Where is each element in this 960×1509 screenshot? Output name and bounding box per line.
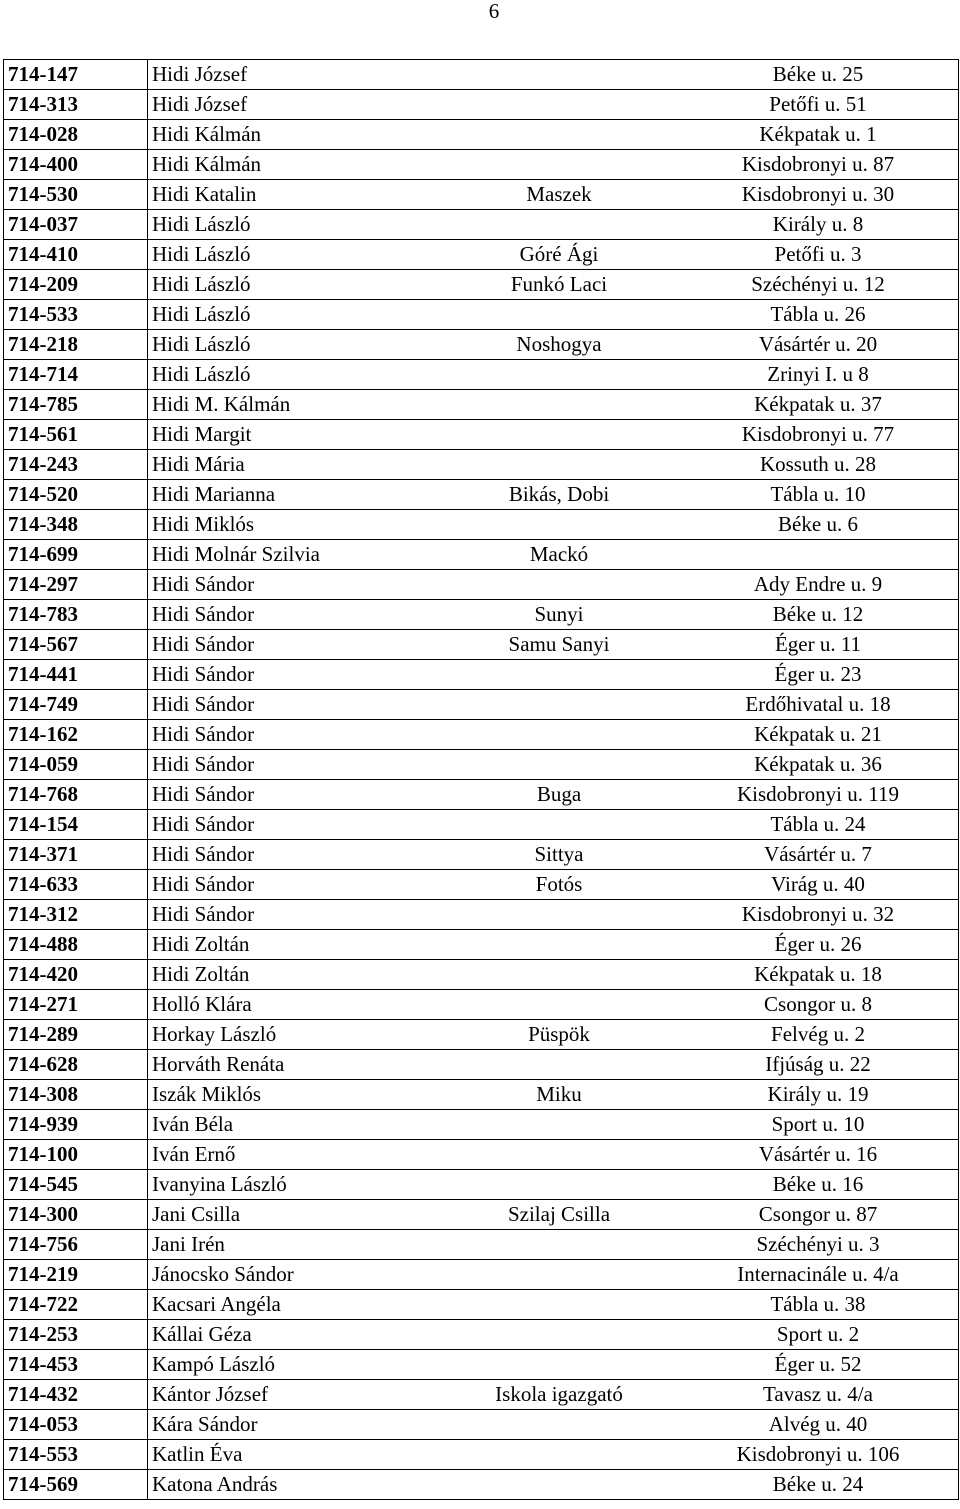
subscriber-nickname: Szilaj Csilla <box>507 1202 611 1226</box>
subscriber-address: Csongor u. 8 <box>764 992 872 1016</box>
entry-cell <box>148 60 959 90</box>
subscriber-name: Kántor József <box>152 1382 269 1406</box>
subscriber-address: Béke u. 16 <box>772 1172 864 1196</box>
phone-number-cell: 714-420 <box>4 960 148 990</box>
subscriber-address: Petőfi u. 3 <box>774 242 862 266</box>
phone-number-cell: 714-569 <box>4 1470 148 1500</box>
subscriber-address: Éger u. 26 <box>774 932 862 956</box>
subscriber-name: Hidi Sándor <box>152 572 255 596</box>
phone-number-cell: 714-300 <box>4 1200 148 1230</box>
phone-number-cell: 714-100 <box>4 1140 148 1170</box>
phone-number-cell: 714-714 <box>4 360 148 390</box>
entry-cell <box>148 210 959 240</box>
subscriber-nickname: Funkó Laci <box>510 272 608 296</box>
entry-cell <box>148 120 959 150</box>
table-row <box>4 1380 959 1410</box>
entry-cell <box>148 150 959 180</box>
table-row <box>4 480 959 510</box>
subscriber-name: Horváth Renáta <box>152 1052 285 1076</box>
subscriber-name: Ivanyina László <box>152 1172 287 1196</box>
table-row <box>4 930 959 960</box>
subscriber-address: Virág u. 40 <box>771 872 865 896</box>
table-row <box>4 1230 959 1260</box>
subscriber-name: Hidi László <box>152 242 251 266</box>
subscriber-name: Hidi M. Kálmán <box>152 392 291 416</box>
entry-cell <box>148 1080 959 1110</box>
subscriber-address: Tábla u. 38 <box>770 1292 866 1316</box>
phone-number-cell: 714-628 <box>4 1050 148 1080</box>
subscriber-name: Hidi Mária <box>152 452 245 476</box>
phone-number-cell: 714-271 <box>4 990 148 1020</box>
subscriber-nickname: Iskola igazgató <box>495 1382 623 1406</box>
subscriber-name: Hidi Kálmán <box>152 152 262 176</box>
table-row <box>4 330 959 360</box>
table-row <box>4 1260 959 1290</box>
table-row <box>4 540 959 570</box>
table-row <box>4 810 959 840</box>
subscriber-name: Hidi Marianna <box>152 482 276 506</box>
phone-number-cell: 714-308 <box>4 1080 148 1110</box>
subscriber-name: Hidi Margit <box>152 422 252 446</box>
subscriber-name: Hidi Sándor <box>152 812 255 836</box>
table-row <box>4 570 959 600</box>
table-row <box>4 1470 959 1500</box>
subscriber-name: Hidi Katalin <box>152 182 257 206</box>
phone-number-cell: 714-289 <box>4 1020 148 1050</box>
subscriber-name: Jánocsko Sándor <box>152 1262 294 1286</box>
subscriber-name: Jani Irén <box>152 1232 225 1256</box>
table-row <box>4 1170 959 1200</box>
table-row <box>4 870 959 900</box>
subscriber-name: Hidi Sándor <box>152 692 255 716</box>
subscriber-address: Kékpatak u. 1 <box>759 122 877 146</box>
subscriber-name: Hidi Sándor <box>152 782 255 806</box>
table-row <box>4 1410 959 1440</box>
phone-number-cell: 714-530 <box>4 180 148 210</box>
subscriber-address: Éger u. 52 <box>774 1352 862 1376</box>
entry-cell <box>148 540 959 570</box>
phone-number-cell: 714-768 <box>4 780 148 810</box>
table-row <box>4 420 959 450</box>
subscriber-address: Kisdobronyi u. 77 <box>741 422 895 446</box>
entry-cell <box>148 600 959 630</box>
phone-number-cell: 714-633 <box>4 870 148 900</box>
entry-cell <box>148 1230 959 1260</box>
subscriber-name: Hidi Sándor <box>152 632 255 656</box>
table-row <box>4 1440 959 1470</box>
subscriber-nickname: Fotós <box>535 872 583 896</box>
phone-number-cell: 714-441 <box>4 660 148 690</box>
phone-number-cell: 714-545 <box>4 1170 148 1200</box>
phone-number-cell: 714-348 <box>4 510 148 540</box>
subscriber-nickname: Sittya <box>534 842 584 866</box>
subscriber-nickname: Buga <box>536 782 582 806</box>
subscriber-address: Király u. 8 <box>772 212 864 236</box>
entry-cell <box>148 1260 959 1290</box>
subscriber-name: Hidi Sándor <box>152 842 255 866</box>
table-row <box>4 990 959 1020</box>
entry-cell <box>148 300 959 330</box>
subscriber-address: Zrinyi I. u 8 <box>767 362 869 386</box>
subscriber-name: Jani Csilla <box>152 1202 241 1226</box>
entry-cell <box>148 780 959 810</box>
table-row <box>4 60 959 90</box>
entry-cell <box>148 870 959 900</box>
subscriber-address: Ifjúság u. 22 <box>765 1052 871 1076</box>
subscriber-name: Hidi Miklós <box>152 512 255 536</box>
subscriber-name: Hidi László <box>152 302 251 326</box>
table-row <box>4 1320 959 1350</box>
subscriber-nickname: Bikás, Dobi <box>508 482 610 506</box>
phone-number-cell: 714-313 <box>4 90 148 120</box>
subscriber-address: Széchényi u. 3 <box>756 1232 880 1256</box>
phone-number-cell: 714-371 <box>4 840 148 870</box>
table-row <box>4 450 959 480</box>
phone-number-cell: 714-783 <box>4 600 148 630</box>
entry-cell <box>148 960 959 990</box>
subscriber-name: Hidi József <box>152 62 248 86</box>
subscriber-address: Tavasz u. 4/a <box>763 1382 873 1406</box>
subscriber-address: Vásártér u. 16 <box>758 1142 878 1166</box>
subscriber-address: Sport u. 2 <box>776 1322 860 1346</box>
phone-number-cell: 714-553 <box>4 1440 148 1470</box>
entry-cell <box>148 1320 959 1350</box>
subscriber-name: Katlin Éva <box>152 1442 243 1466</box>
subscriber-address: Sport u. 10 <box>771 1112 865 1136</box>
subscriber-address: Kékpatak u. 21 <box>754 722 882 746</box>
subscriber-address: Béke u. 25 <box>772 62 864 86</box>
phone-number-cell: 714-219 <box>4 1260 148 1290</box>
entry-cell <box>148 330 959 360</box>
subscriber-address: Király u. 19 <box>767 1082 869 1106</box>
subscriber-address: Kisdobronyi u. 106 <box>736 1442 900 1466</box>
phone-number-cell: 714-147 <box>4 60 148 90</box>
entry-cell <box>148 360 959 390</box>
subscriber-address: Kisdobronyi u. 119 <box>737 782 899 806</box>
table-row <box>4 180 959 210</box>
phone-number-cell: 714-749 <box>4 690 148 720</box>
entry-cell <box>148 720 959 750</box>
table-row <box>4 720 959 750</box>
table-row <box>4 660 959 690</box>
subscriber-address: Vásártér u. 7 <box>764 842 872 866</box>
subscriber-nickname: Sunyi <box>534 602 584 626</box>
table-row <box>4 120 959 150</box>
phone-number-cell: 714-400 <box>4 150 148 180</box>
phone-number-cell: 714-939 <box>4 1110 148 1140</box>
subscriber-address: Erdőhivatal u. 18 <box>745 692 891 716</box>
directory-body <box>4 60 959 1500</box>
subscriber-name: Iván Ernő <box>152 1142 236 1166</box>
entry-cell <box>148 1470 959 1500</box>
subscriber-nickname: Maszek <box>526 182 592 206</box>
phone-number-cell: 714-699 <box>4 540 148 570</box>
phone-number-cell: 714-722 <box>4 1290 148 1320</box>
table-row <box>4 750 959 780</box>
entry-cell <box>148 1200 959 1230</box>
subscriber-address: Internacinále u. 4/a <box>737 1262 899 1286</box>
subscriber-address: Kékpatak u. 18 <box>754 962 882 986</box>
phone-number-cell: 714-297 <box>4 570 148 600</box>
subscriber-address: Csongor u. 87 <box>758 1202 878 1226</box>
table-row <box>4 1050 959 1080</box>
subscriber-nickname: Miku <box>536 1082 582 1106</box>
subscriber-nickname: Samu Sanyi <box>508 632 610 656</box>
subscriber-name: Iszák Miklós <box>152 1082 262 1106</box>
subscriber-name: Hidi Sándor <box>152 872 255 896</box>
table-row <box>4 1200 959 1230</box>
subscriber-address: Alvég u. 40 <box>768 1412 868 1436</box>
phone-number-cell: 714-488 <box>4 930 148 960</box>
phone-number-cell: 714-154 <box>4 810 148 840</box>
table-row <box>4 1110 959 1140</box>
entry-cell <box>148 180 959 210</box>
table-row <box>4 210 959 240</box>
table-row <box>4 900 959 930</box>
subscriber-address: Kisdobronyi u. 87 <box>741 152 895 176</box>
phone-number-cell: 714-209 <box>4 270 148 300</box>
subscriber-name: Hidi József <box>152 92 248 116</box>
subscriber-name: Hidi Sándor <box>152 722 255 746</box>
phone-directory-table <box>3 59 959 1500</box>
subscriber-name: Hidi Sándor <box>152 902 255 926</box>
phone-number-cell: 714-312 <box>4 900 148 930</box>
entry-cell <box>148 630 959 660</box>
phone-number-cell: 714-756 <box>4 1230 148 1260</box>
entry-cell <box>148 1410 959 1440</box>
entry-cell <box>148 1050 959 1080</box>
table-row <box>4 270 959 300</box>
entry-cell <box>148 1350 959 1380</box>
subscriber-address: Éger u. 11 <box>774 632 862 656</box>
entry-cell <box>148 1380 959 1410</box>
subscriber-name: Hidi Molnár Szilvia <box>152 542 320 566</box>
entry-cell <box>148 450 959 480</box>
entry-cell <box>148 570 959 600</box>
table-row <box>4 300 959 330</box>
table-row <box>4 1290 959 1320</box>
table-row <box>4 1080 959 1110</box>
subscriber-address: Béke u. 24 <box>772 1472 864 1496</box>
entry-cell <box>148 840 959 870</box>
phone-number-cell: 714-028 <box>4 120 148 150</box>
entry-cell <box>148 930 959 960</box>
subscriber-name: Hidi Sándor <box>152 662 255 686</box>
entry-cell <box>148 660 959 690</box>
phone-number-cell: 714-520 <box>4 480 148 510</box>
subscriber-address: Ady Endre u. 9 <box>753 572 883 596</box>
entry-cell <box>148 990 959 1020</box>
subscriber-nickname: Mackó <box>529 542 589 566</box>
subscriber-name: Hidi Zoltán <box>152 962 250 986</box>
table-row <box>4 600 959 630</box>
subscriber-address: Tábla u. 24 <box>770 812 866 836</box>
subscriber-name: Kára Sándor <box>152 1412 258 1436</box>
phone-number-cell: 714-561 <box>4 420 148 450</box>
phone-number-cell: 714-218 <box>4 330 148 360</box>
subscriber-address: Petőfi u. 51 <box>769 92 867 116</box>
entry-cell <box>148 90 959 120</box>
subscriber-address: Széchényi u. 12 <box>751 272 885 296</box>
entry-cell <box>148 270 959 300</box>
subscriber-name: Kampó László <box>152 1352 276 1376</box>
table-row <box>4 630 959 660</box>
table-row <box>4 150 959 180</box>
subscriber-address: Vásártér u. 20 <box>758 332 878 356</box>
table-row <box>4 780 959 810</box>
subscriber-address: Béke u. 6 <box>778 512 858 536</box>
subscriber-name: Iván Béla <box>152 1112 234 1136</box>
entry-cell <box>148 690 959 720</box>
table-row <box>4 1140 959 1170</box>
table-row <box>4 840 959 870</box>
entry-cell <box>148 1170 959 1200</box>
table-row <box>4 90 959 120</box>
page-number: 6 <box>488 0 500 23</box>
phone-number-cell: 714-567 <box>4 630 148 660</box>
phone-number-cell: 714-410 <box>4 240 148 270</box>
table-row <box>4 390 959 420</box>
phone-number-cell: 714-053 <box>4 1410 148 1440</box>
subscriber-address: Béke u. 12 <box>772 602 864 626</box>
subscriber-name: Hidi Sándor <box>152 602 255 626</box>
phone-number-cell: 714-243 <box>4 450 148 480</box>
entry-cell <box>148 750 959 780</box>
entry-cell <box>148 390 959 420</box>
table-row <box>4 1350 959 1380</box>
subscriber-address: Kisdobronyi u. 30 <box>741 182 895 206</box>
subscriber-nickname: Góré Ági <box>519 242 599 266</box>
entry-cell <box>148 900 959 930</box>
table-row <box>4 1020 959 1050</box>
subscriber-address: Felvég u. 2 <box>771 1022 865 1046</box>
entry-cell <box>148 1440 959 1470</box>
phone-number-cell: 714-162 <box>4 720 148 750</box>
subscriber-address: Kossuth u. 28 <box>759 452 877 476</box>
table-row <box>4 240 959 270</box>
subscriber-address: Kékpatak u. 37 <box>754 392 882 416</box>
subscriber-name: Hidi László <box>152 272 251 296</box>
subscriber-name: Hidi Zoltán <box>152 932 250 956</box>
table-row <box>4 960 959 990</box>
entry-cell <box>148 480 959 510</box>
subscriber-name: Hidi László <box>152 332 251 356</box>
entry-cell <box>148 240 959 270</box>
entry-cell <box>148 1290 959 1320</box>
subscriber-name: Katona András <box>152 1472 278 1496</box>
table-row <box>4 510 959 540</box>
subscriber-name: Holló Klára <box>152 992 252 1016</box>
subscriber-name: Hidi László <box>152 362 251 386</box>
subscriber-address: Éger u. 23 <box>774 662 862 686</box>
subscriber-address: Kisdobronyi u. 32 <box>741 902 895 926</box>
subscriber-name: Hidi László <box>152 212 251 236</box>
subscriber-address: Tábla u. 26 <box>770 302 866 326</box>
subscriber-address: Tábla u. 10 <box>770 482 866 506</box>
table-row <box>4 360 959 390</box>
table-row <box>4 690 959 720</box>
subscriber-name: Kacsari Angéla <box>152 1292 281 1316</box>
subscriber-nickname: Püspök <box>528 1022 590 1046</box>
phone-number-cell: 714-453 <box>4 1350 148 1380</box>
subscriber-name: Kállai Géza <box>152 1322 252 1346</box>
entry-cell <box>148 510 959 540</box>
entry-cell <box>148 1110 959 1140</box>
subscriber-name: Hidi Kálmán <box>152 122 262 146</box>
phone-number-cell: 714-037 <box>4 210 148 240</box>
phone-number-cell: 714-253 <box>4 1320 148 1350</box>
phone-number-cell: 714-432 <box>4 1380 148 1410</box>
phone-number-cell: 714-059 <box>4 750 148 780</box>
entry-cell <box>148 1140 959 1170</box>
subscriber-name: Horkay László <box>152 1022 277 1046</box>
entry-cell <box>148 1020 959 1050</box>
phone-number-cell: 714-785 <box>4 390 148 420</box>
subscriber-address: Kékpatak u. 36 <box>754 752 882 776</box>
phone-number-cell: 714-533 <box>4 300 148 330</box>
entry-cell <box>148 810 959 840</box>
entry-cell <box>148 420 959 450</box>
subscriber-name: Hidi Sándor <box>152 752 255 776</box>
subscriber-nickname: Noshogya <box>516 332 602 356</box>
